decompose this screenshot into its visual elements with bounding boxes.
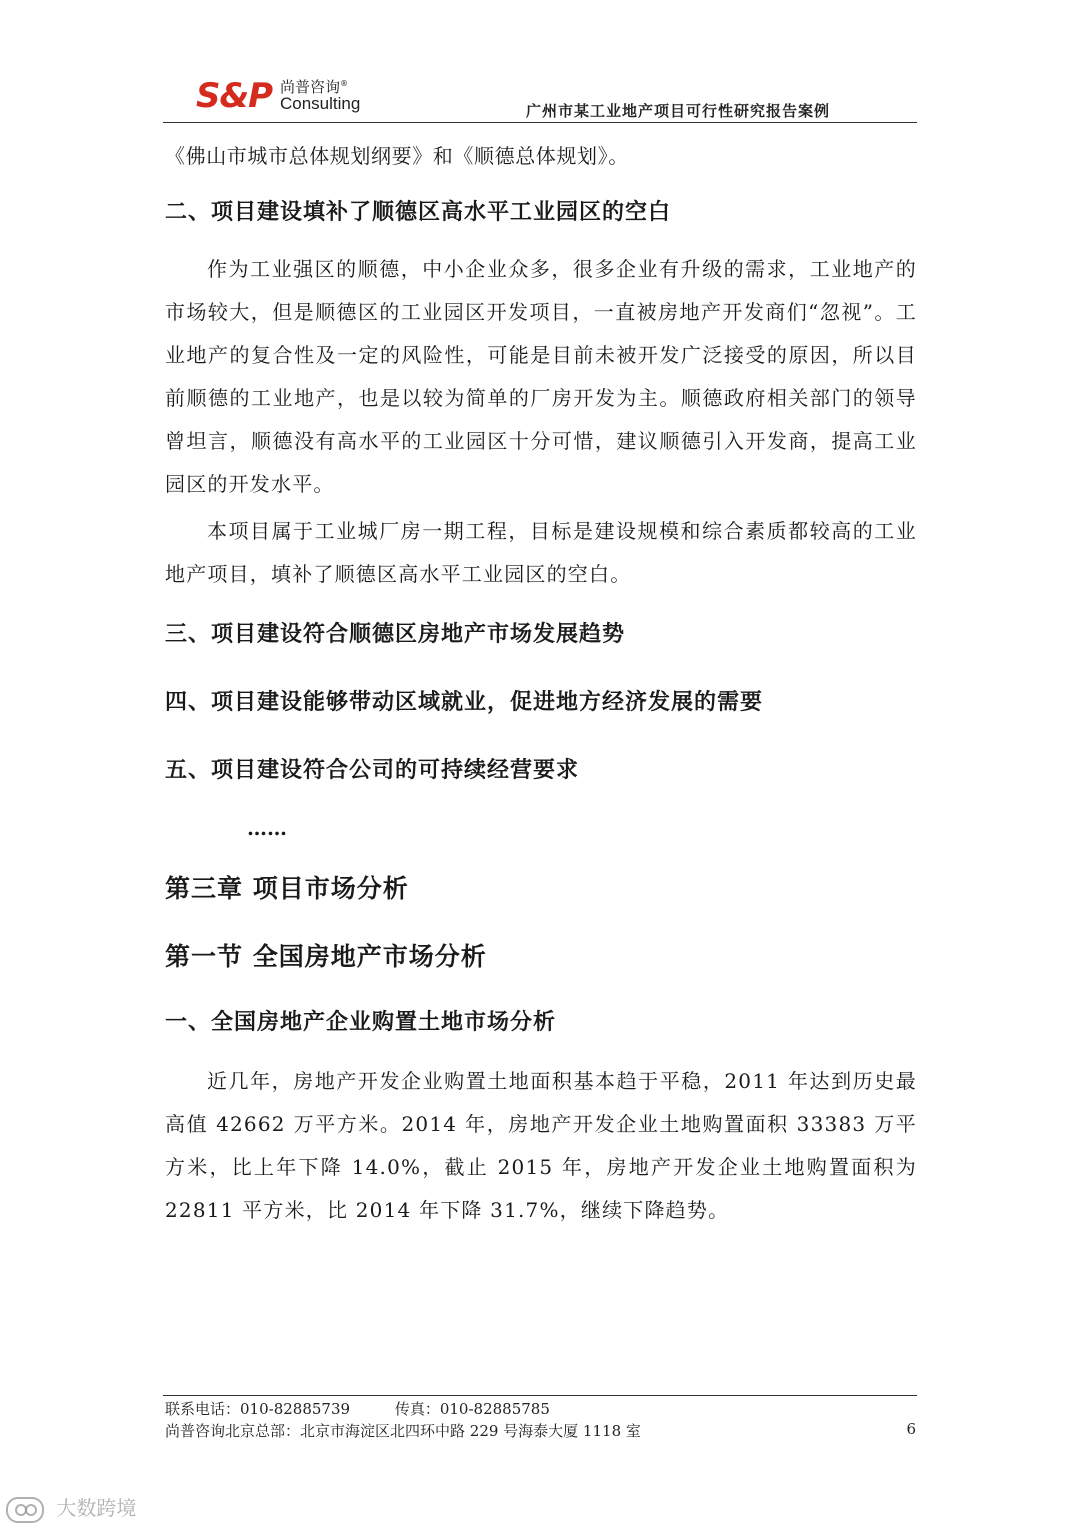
paragraph-land-purchase: 近几年，房地产开发企业购置土地面积基本趋于平稳，2011 年达到历史最高值 42662 万平方米。2014 年，房地产开发企业土地购置面积 33383 万平方米，比上年下降 14.0%，截止 2015 年，房地产开发企业土地购置面积为 22811 平方米，比 2014 年下降 31.7%，继续下降趋势。: [165, 1069, 917, 1222]
watermark-logo-icon: [6, 1497, 44, 1523]
paragraph-project-phase-one: 本项目属于工业城厂房一期工程，目标是建设规模和综合素质都较高的工业地产项目，填补了顺德区高水平工业园区的空白。: [165, 519, 917, 586]
continuation-line: 《佛山市城市总体规划纲要》和《顺德总体规划》。: [165, 144, 629, 168]
watermark-text: 大数跨境: [56, 1496, 137, 1520]
section-title: 第一节 全国房地产市场分析: [165, 942, 487, 971]
footer-contact: [165, 1398, 917, 1419]
heading-sustainable: 五、项目建设符合公司的可持续经营要求: [165, 758, 580, 783]
footer-fax: 传真：010-82885785: [394, 1400, 550, 1418]
chapter-title: 第三章 项目市场分析: [165, 874, 409, 903]
header-divider: [163, 122, 917, 123]
ellipsis: ……: [247, 816, 287, 840]
document-body: [165, 136, 917, 1232]
watermark: [6, 1492, 136, 1522]
heading-employment: 四、项目建设能够带动区域就业，促进地方经济发展的需要: [165, 690, 764, 715]
company-logo: [196, 74, 366, 118]
footer-address: 尚普咨询北京总部：北京市海淀区北四环中路 229 号海泰大厦 1118 室: [165, 1422, 641, 1440]
footer-phone: 联系电话：010-82885739: [165, 1400, 351, 1418]
report-header-title: 广州市某工业地产项目可行性研究报告案例: [525, 102, 830, 120]
heading-fill-gap: 二、项目建设填补了顺德区高水平工业园区的空白: [165, 200, 672, 225]
page-number: 6: [906, 1420, 916, 1438]
logo-chinese-name: 尚普咨询®: [280, 78, 349, 96]
heading-land-purchase: 一、全国房地产企业购置土地市场分析: [165, 1010, 557, 1035]
logo-english-name: Consulting: [280, 94, 361, 113]
paragraph-industrial-market: 作为工业强区的顺德，中小企业众多，很多企业有升级的需求，工业地产的市场较大，但是顺德区的工业园区开发项目，一直被房地产开发商们“忽视”。工业地产的复合性及一定的风险性，可能是目前未被开发广泛接受的原因，所以目前顺德的工业地产，也是以较为简单的厂房开发为主。顺德政府相关部门的领导曾坦言，顺德没有高水平的工业园区十分可惜，建议顺德引入开发商，提高工业园区的开发水平。: [165, 257, 917, 496]
logo-mark: S&P: [196, 76, 273, 116]
footer-divider: [163, 1395, 917, 1396]
heading-market-trend: 三、项目建设符合顺德区房地产市场发展趋势: [165, 622, 626, 647]
